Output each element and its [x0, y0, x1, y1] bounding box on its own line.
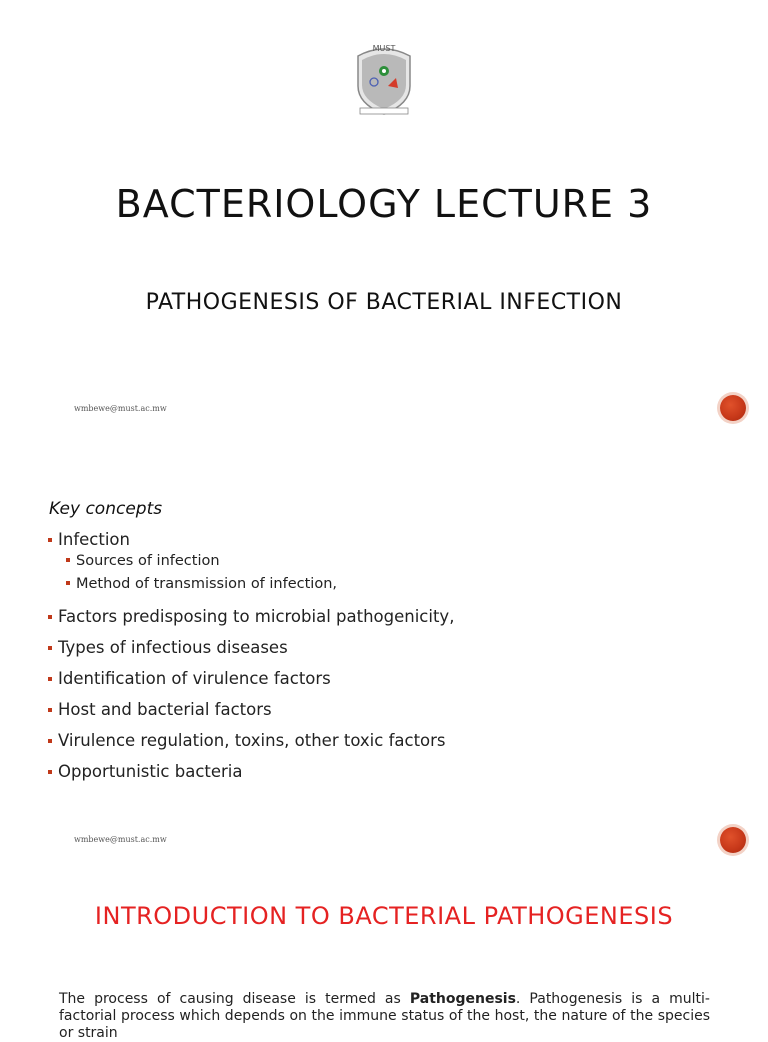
list-item-label: Virulence regulation, toxins, other toxic factors [58, 731, 446, 750]
sub-list-item-label: Method of transmission of infection, [76, 576, 337, 592]
footer-email: wmbewe@must.ac.mw [74, 835, 167, 844]
lecture-title: BACTERIOLOGY LECTURE 3 [115, 182, 653, 226]
list-item [48, 700, 454, 720]
introduction-paragraph [59, 991, 710, 1042]
sub-list-item [48, 573, 454, 596]
svg-text:MUST: MUST [372, 44, 396, 53]
list-item [48, 530, 454, 596]
key-concepts-heading: Key concepts [49, 499, 163, 519]
list-item [48, 638, 454, 658]
bullet-icon [66, 581, 70, 585]
footer-email: wmbewe@must.ac.mw [74, 404, 167, 413]
bullet-icon [48, 538, 52, 542]
paragraph-text: The process of causing disease is termed as [59, 991, 410, 1007]
lecture-subtitle: PATHOGENESIS OF BACTERIAL INFECTION [145, 290, 623, 315]
bullet-icon [48, 615, 52, 619]
list-item [48, 607, 454, 627]
list-item [48, 731, 454, 751]
introduction-heading: INTRODUCTION TO BACTERIAL PATHOGENESIS [94, 902, 674, 930]
slide-marker-icon [720, 395, 746, 421]
key-concepts-slide [0, 444, 768, 864]
sub-list-item-label: Sources of infection [76, 553, 220, 569]
title-slide [0, 0, 768, 444]
bullet-icon [48, 708, 52, 712]
list-item-label: Infection [58, 530, 130, 549]
list-item [48, 669, 454, 689]
sub-list-item [48, 550, 454, 573]
introduction-slide [0, 864, 768, 1041]
paragraph-term: Pathogenesis [409, 991, 516, 1007]
list-item-label: Identification of virulence factors [58, 669, 331, 688]
list-item-label: Host and bacterial factors [58, 700, 272, 719]
bullet-icon [66, 558, 70, 562]
paragraph-text: . Pathogenesis is a multi-factorial process which depends on the immune status of the host, the nature of the species or strain [59, 991, 710, 1041]
list-item-label: Factors predisposing to microbial pathogenicity, [58, 607, 455, 626]
bullet-icon [48, 739, 52, 743]
shield-icon [350, 38, 418, 118]
concept-list [48, 530, 454, 793]
slide-marker-icon [720, 827, 746, 853]
list-item-label: Opportunistic bacteria [58, 762, 243, 781]
bullet-icon [48, 646, 52, 650]
bullet-icon [48, 770, 52, 774]
bullet-icon [48, 677, 52, 681]
list-item [48, 762, 454, 782]
must-logo [350, 38, 418, 118]
list-item-label: Types of infectious diseases [58, 638, 288, 657]
